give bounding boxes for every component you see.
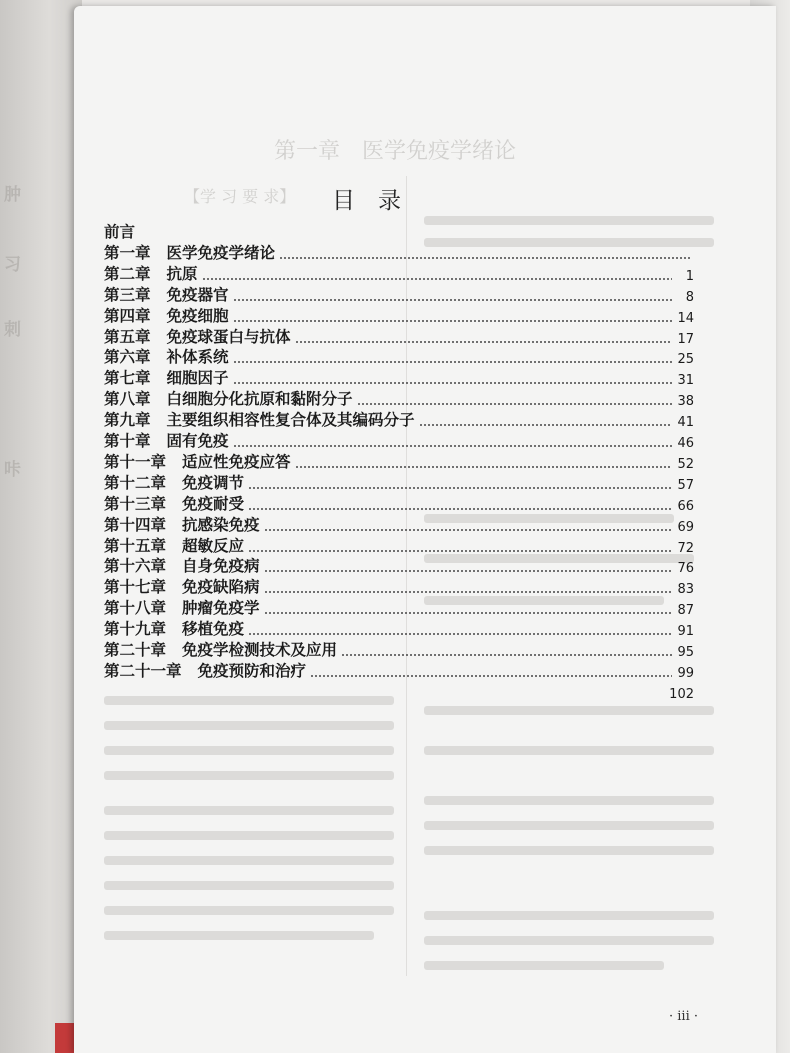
left-ghost-text: 刺 xyxy=(4,320,21,340)
show-through-line xyxy=(424,796,714,805)
show-through-line xyxy=(104,771,394,780)
chapter-number: 第十三章 xyxy=(104,494,167,513)
chapter-number: 第一章 xyxy=(104,243,151,262)
left-facing-page xyxy=(0,0,82,1053)
toc-entry-label xyxy=(104,617,244,639)
page-ref: 87 xyxy=(677,603,694,619)
left-ghost-text: 肿 xyxy=(4,185,21,205)
show-through-line xyxy=(424,911,714,920)
show-through-line xyxy=(104,856,394,865)
chapter-title: 医学免疫学绪论 xyxy=(166,243,276,262)
show-through-line xyxy=(424,746,714,755)
chapter-title: 免疫预防和治疗 xyxy=(197,661,307,680)
leader-dots xyxy=(264,612,672,614)
chapter-number: 第十九章 xyxy=(104,620,167,639)
leader-dots xyxy=(295,341,672,343)
show-through-heading: 第一章 医学免疫学绪论 xyxy=(274,139,517,164)
toc-entry[interactable] xyxy=(104,430,694,451)
leader-dots xyxy=(295,466,672,468)
toc-entry[interactable] xyxy=(104,242,694,263)
leader-dots xyxy=(233,445,672,447)
show-through-line xyxy=(424,961,664,970)
toc-entry-label xyxy=(104,575,260,597)
show-through-line xyxy=(104,906,394,915)
toc-entry[interactable] xyxy=(104,493,694,514)
toc-entry-label xyxy=(104,659,306,681)
chapter-title: 补体系统 xyxy=(166,348,229,367)
chapter-title: 白细胞分化抗原和黏附分子 xyxy=(166,390,353,409)
leader-dots xyxy=(233,361,672,363)
toc-entry-label xyxy=(104,241,275,263)
page-ref: 57 xyxy=(677,477,694,493)
page-ref: 76 xyxy=(677,561,694,577)
toc-entry-label xyxy=(104,408,415,430)
leader-dots xyxy=(341,654,672,656)
chapter-number: 第十八章 xyxy=(104,599,167,618)
show-through-line xyxy=(104,746,394,755)
foreword-label: 前言 xyxy=(104,223,136,241)
page-ref: 46 xyxy=(677,436,694,451)
page-ref: 95 xyxy=(677,645,694,660)
page-ref: 8 xyxy=(685,289,694,305)
chapter-title: 主要组织相容性复合体及其编码分子 xyxy=(166,411,415,430)
leader-dots xyxy=(264,591,672,593)
chapter-number: 第四章 xyxy=(104,306,151,325)
page-ref: 66 xyxy=(677,498,694,514)
page-ref: 102 xyxy=(669,686,694,702)
toc-entry[interactable] xyxy=(104,367,694,388)
chapter-title: 免疫球蛋白与抗体 xyxy=(166,327,291,346)
toc-entry-label xyxy=(104,534,244,556)
toc-entry-label xyxy=(104,492,244,514)
toc-entry-label xyxy=(104,450,291,472)
leader-dots xyxy=(233,299,672,301)
toc-entry[interactable] xyxy=(104,514,694,535)
toc-entry[interactable] xyxy=(104,305,694,326)
chapter-title: 肿瘤免疫学 xyxy=(182,599,260,618)
page-ref: 72 xyxy=(677,540,694,556)
chapter-number: 第十章 xyxy=(104,432,151,450)
toc-entry-label xyxy=(104,638,337,660)
chapter-number: 第七章 xyxy=(104,369,151,388)
toc-entry-label xyxy=(104,429,229,451)
leader-dots xyxy=(248,508,672,510)
chapter-number: 第十四章 xyxy=(104,515,167,534)
toc-entry[interactable] xyxy=(104,284,694,305)
leader-dots xyxy=(233,382,672,384)
chapter-title: 免疫学检测技术及应用 xyxy=(182,641,338,659)
leader-dots xyxy=(419,424,672,426)
chapter-title: 免疫细胞 xyxy=(166,306,229,325)
toc-entry-label xyxy=(104,262,198,284)
toc-entry[interactable] xyxy=(104,597,694,618)
toc-entry-label xyxy=(104,554,260,576)
leader-dots xyxy=(279,257,692,259)
chapter-title: 超敏反应 xyxy=(182,536,245,555)
toc-entry[interactable] xyxy=(104,660,694,681)
toc-entry-label xyxy=(104,513,260,535)
toc-entry[interactable] xyxy=(104,639,694,660)
toc-entry[interactable] xyxy=(104,618,694,639)
show-through-line xyxy=(104,806,394,815)
chapter-title: 自身免疫病 xyxy=(182,557,260,576)
chapter-title: 免疫耐受 xyxy=(182,494,245,513)
toc-foreword[interactable] xyxy=(104,221,694,242)
leader-dots xyxy=(264,529,672,531)
page-title: 目 录 xyxy=(332,188,401,214)
chapter-number: 第三章 xyxy=(104,285,151,304)
show-through-line xyxy=(424,706,714,715)
page-ref: 41 xyxy=(677,415,694,431)
show-through-line xyxy=(424,821,714,830)
page-ref: 17 xyxy=(677,331,694,347)
toc-entry-label xyxy=(104,283,229,305)
toc-entry-label xyxy=(104,345,229,367)
chapter-number: 第五章 xyxy=(104,327,151,346)
toc-entry-label xyxy=(104,366,229,388)
book-page xyxy=(74,6,776,1053)
show-through-line xyxy=(424,936,714,945)
toc-entry[interactable] xyxy=(104,388,694,409)
chapter-number: 第八章 xyxy=(104,390,151,409)
toc-entry-tail xyxy=(104,681,694,702)
toc-entry-label xyxy=(104,387,353,409)
show-through-line xyxy=(424,846,714,855)
toc-entry[interactable] xyxy=(104,263,694,284)
leader-dots xyxy=(202,278,672,280)
chapter-number: 第九章 xyxy=(104,411,151,430)
chapter-title: 免疫缺陷病 xyxy=(182,578,260,597)
chapter-title: 免疫调节 xyxy=(182,473,245,492)
leader-dots xyxy=(248,550,672,552)
toc-entry[interactable] xyxy=(104,409,694,430)
leader-dots xyxy=(233,320,672,322)
page-ref: 83 xyxy=(677,582,694,598)
show-through-line xyxy=(104,831,394,840)
leader-dots xyxy=(264,570,672,572)
toc-entry-label xyxy=(104,304,229,326)
page-ref: 99 xyxy=(677,665,694,681)
toc-entry[interactable] xyxy=(104,555,694,576)
chapter-title: 抗原 xyxy=(166,264,198,283)
chapter-number: 第二十一章 xyxy=(104,661,182,680)
toc-entry-label xyxy=(104,325,291,347)
show-through-line xyxy=(104,721,394,730)
toc-entry[interactable] xyxy=(104,346,694,367)
chapter-number: 第二章 xyxy=(104,264,151,283)
toc-entry[interactable] xyxy=(104,326,694,347)
page-ref: 91 xyxy=(677,624,694,640)
chapter-title: 适应性免疫应答 xyxy=(182,452,291,471)
page-ref: 38 xyxy=(677,394,694,410)
chapter-title: 抗感染免疫 xyxy=(182,515,260,534)
left-ghost-text: 咔 xyxy=(4,460,21,480)
page-ref: 25 xyxy=(677,352,694,368)
toc-entry[interactable] xyxy=(104,451,694,472)
chapter-number: 第十六章 xyxy=(104,557,167,576)
leader-dots xyxy=(357,403,672,405)
chapter-title: 固有免疫 xyxy=(166,432,229,450)
chapter-title: 移植免疫 xyxy=(182,620,245,639)
page-ref: 1 xyxy=(685,268,694,284)
show-through-study: 【学 习 要 求】 xyxy=(184,187,296,206)
leader-dots xyxy=(310,675,672,677)
page-ref: 31 xyxy=(677,373,694,389)
toc-entry[interactable] xyxy=(104,472,694,493)
chapter-number: 第十一章 xyxy=(104,452,167,471)
chapter-number: 第二十章 xyxy=(104,641,167,659)
chapter-number: 第十五章 xyxy=(104,536,167,555)
chapter-number: 第十二章 xyxy=(104,473,167,492)
toc-entry[interactable] xyxy=(104,576,694,597)
leader-dots xyxy=(248,633,672,635)
chapter-number: 第六章 xyxy=(104,348,151,367)
toc-entry-label xyxy=(104,596,260,618)
chapter-title: 细胞因子 xyxy=(166,369,229,388)
left-ghost-text: 习 xyxy=(4,255,21,275)
chapter-title: 免疫器官 xyxy=(166,285,229,304)
show-through-line xyxy=(104,931,374,940)
page-number: · iii · xyxy=(669,1009,699,1024)
leader-dots xyxy=(248,487,672,489)
page-ref: 14 xyxy=(677,310,694,326)
page-ref: 52 xyxy=(677,456,694,472)
toc-entry[interactable] xyxy=(104,535,694,556)
page-ref: 69 xyxy=(677,519,694,535)
toc-entry-label xyxy=(104,471,244,493)
show-through-line xyxy=(104,881,394,890)
chapter-number: 第十七章 xyxy=(104,578,167,597)
